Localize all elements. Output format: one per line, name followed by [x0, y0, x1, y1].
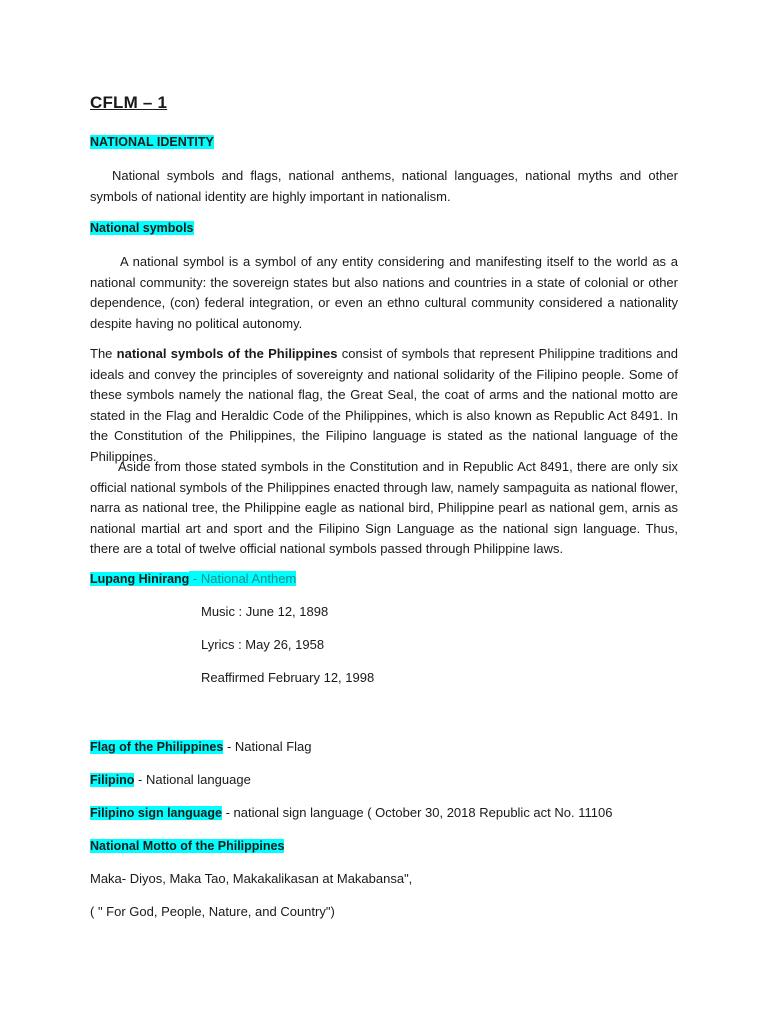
language-suffix: - National language	[134, 772, 251, 787]
paragraph-official-symbols: Aside from those stated symbols in the Constitution and in Republic Act 8491, there are only six official national symbols of the Philippines enacted through law, namely sampaguita as national flower, narra as national tree, the Philippine eagle as national bird, Philippine pearl as national gem, arnis as national martial art and sport and the Filipino Sign Language as the national sign language. Thus, there are a total of twelve official national symbols passed through Philippine laws.	[90, 459, 678, 556]
highlighted-heading: Flag of the Philippines	[90, 740, 224, 754]
anthem-music-date: Music : June 12, 1898	[201, 604, 329, 619]
paragraph-national-symbols-philippines	[90, 344, 678, 467]
section-heading-national-symbols	[90, 219, 194, 237]
anthem-lyrics-date: Lyrics : May 26, 1958	[201, 637, 325, 652]
text-run: The	[90, 346, 117, 361]
highlighted-heading: Lupang Hinirang	[90, 572, 190, 586]
anthem-suffix: - National Anthem	[189, 571, 297, 586]
anthem-reaffirmed-date: Reaffirmed February 12, 1998	[201, 670, 375, 685]
text-run: consist of symbols that represent Philippine traditions and ideals and convey the principles of sovereignty and national solidarity of the Filipino people. Some of these symbols namely the national flag, the Great Seal, the coat of arms and the national motto are stated in the Flag and Heraldic Code of the Philippines, which is also known as Republic Act 8491. In the Constitution of the Philippines, the Filipino language is stated as the national language of the Philippines.	[90, 346, 679, 464]
paragraph-national-identity: National symbols and flags, national anthems, national languages, national myths and other symbols of national identity are highly important in nationalism.	[90, 168, 678, 204]
bold-text-run: national symbols of the Philippines	[116, 346, 338, 361]
motto-translation: ( " For God, People, Nature, and Country")	[90, 904, 335, 919]
highlighted-heading: National symbols	[90, 221, 194, 235]
highlighted-heading: NATIONAL IDENTITY	[90, 135, 214, 149]
sign-language-line	[90, 804, 612, 822]
highlighted-heading: Filipino	[90, 773, 135, 787]
page-title: CFLM – 1	[90, 93, 168, 112]
language-line	[90, 771, 251, 789]
anthem-line	[90, 570, 296, 588]
motto-heading-line	[90, 837, 284, 855]
highlighted-heading: National Motto of the Philippines	[90, 839, 285, 853]
flag-line	[90, 738, 312, 756]
paragraph-national-symbol-definition: A national symbol is a symbol of any entity considering and manifesting itself to the world as a national community: the sovereign states but also nations and countries in a state of colonial or other dependence, (con) federal integration, or even an ethno cultural community considered a nationality despite having no political autonomy.	[90, 254, 678, 331]
highlighted-heading: Filipino sign language	[90, 806, 222, 820]
section-heading-national-identity	[90, 133, 214, 151]
flag-suffix: - National Flag	[223, 739, 312, 754]
sign-language-suffix: - national sign language ( October 30, 2018 Republic act No. 11106	[221, 805, 613, 820]
motto-text: Maka- Diyos, Maka Tao, Makakalikasan at Makabansa",	[90, 871, 413, 886]
